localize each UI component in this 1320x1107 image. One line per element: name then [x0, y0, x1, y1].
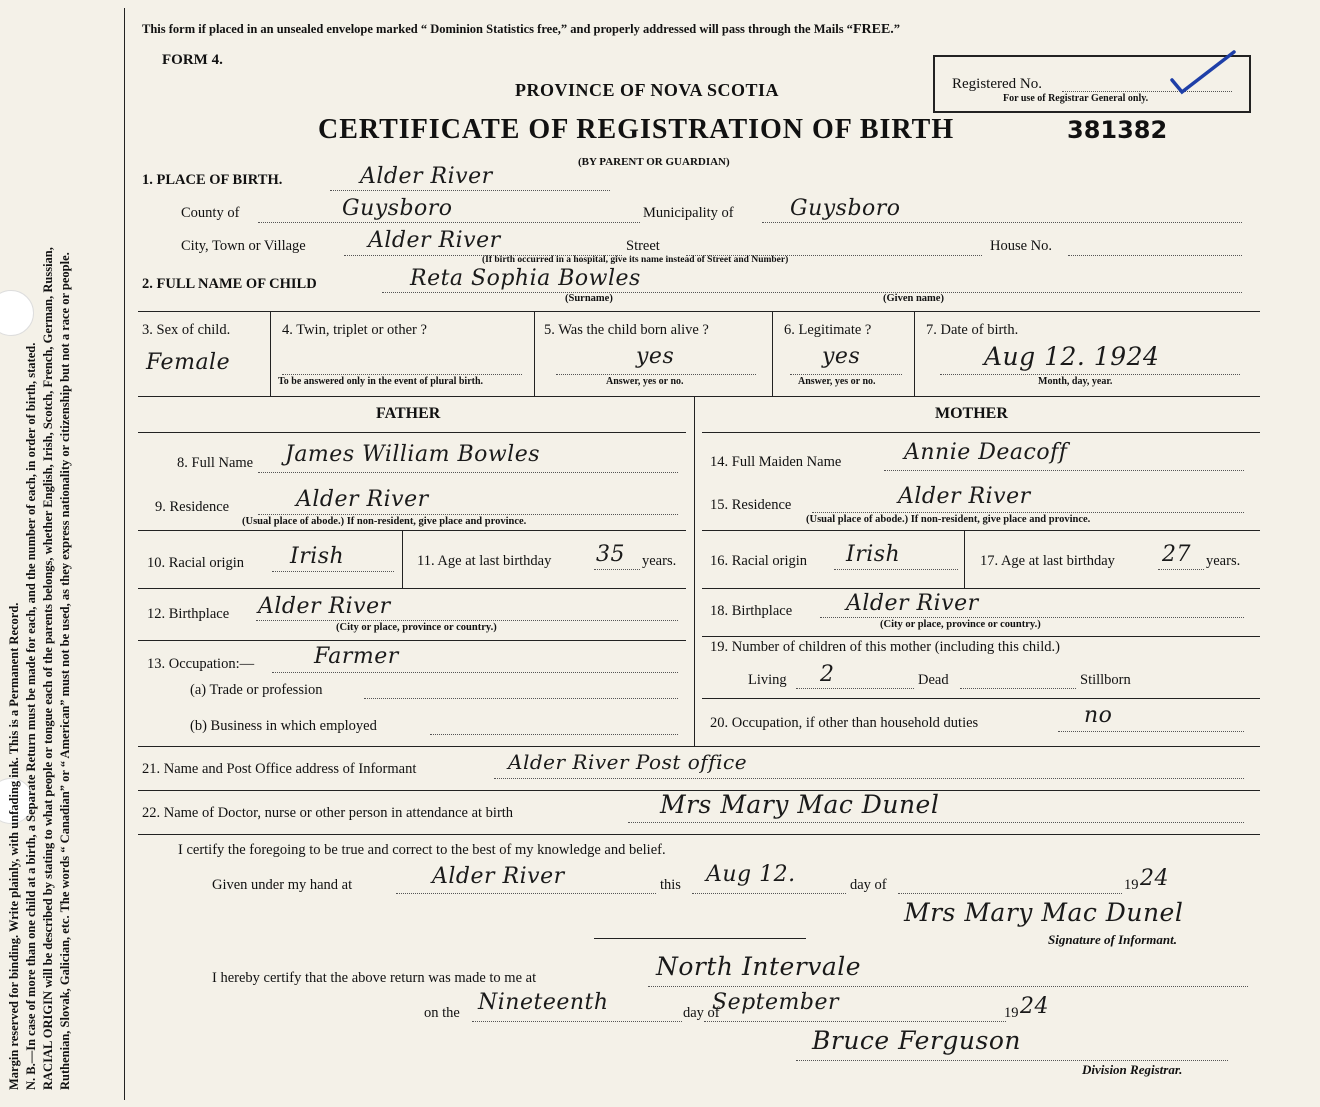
- sex-label: 3. Sex of child.: [142, 322, 231, 338]
- rule: [402, 530, 403, 588]
- dead-line: [960, 688, 1076, 689]
- twin-line: [282, 374, 522, 375]
- mail-notice-free: FREE.: [852, 22, 894, 37]
- twin-label: 4. Twin, triplet or other ?: [282, 322, 427, 338]
- father-age-line: [594, 569, 640, 570]
- county-value: Guysboro: [342, 196, 453, 221]
- this-line: [692, 893, 846, 894]
- mother-birthplace-note: (City or place, province or country.): [880, 619, 1041, 630]
- street-label: Street: [626, 238, 660, 254]
- mother-children-label: 19. Number of children of this mother (including this child.): [710, 639, 1060, 655]
- rule: [138, 396, 1260, 397]
- father-residence-label: 9. Residence: [155, 499, 230, 515]
- mother-age-unit: years.: [1206, 553, 1241, 569]
- born-alive-note: Answer, yes or no.: [606, 376, 684, 387]
- father-business-label: (b) Business in which employed: [190, 718, 377, 734]
- legitimate-value: yes: [822, 344, 861, 369]
- mother-age-value: 27: [1162, 542, 1191, 567]
- father-racial-line: [272, 571, 394, 572]
- side-note: Margin reserved for binding. Write plainly, with unfading ink. This is a Permanent Record.: [7, 602, 21, 1090]
- born-alive-value: yes: [636, 344, 675, 369]
- registrar-title: Division Registrar.: [1082, 1062, 1183, 1077]
- born-alive-label: 5. Was the child born alive ?: [544, 322, 709, 338]
- registrar-year-prefix: 19: [1004, 1005, 1019, 1021]
- province-heading: PROVINCE OF NOVA SCOTIA: [515, 80, 780, 100]
- rule: [138, 311, 1260, 312]
- rule: [138, 640, 686, 641]
- rule: [138, 530, 686, 531]
- registrar-month-line: [704, 1021, 1006, 1022]
- rule: [138, 588, 686, 589]
- margin-rule: [124, 8, 125, 1100]
- father-birthplace-line: [256, 620, 678, 621]
- child-name-label: 2. FULL NAME OF CHILD: [142, 276, 317, 292]
- year-prefix: 19: [1124, 877, 1139, 893]
- father-residence-note: (Usual place of abode.) If non-resident, give place and province.: [242, 516, 527, 527]
- municipality-value: Guysboro: [790, 196, 901, 221]
- informant-value: Alder River Post office: [508, 750, 748, 774]
- mother-occupation-label: 20. Occupation, if other than household duties: [710, 715, 979, 731]
- rule: [138, 834, 1260, 835]
- rule: [534, 311, 535, 396]
- registered-no-note: For use of Registrar General only.: [1003, 93, 1149, 104]
- mail-notice-text: This form if placed in an unsealed envelope marked “ Dominion Statistics free,” and properly addressed will pass through the Mails “: [142, 22, 853, 36]
- mother-age-label: 17. Age at last birthday: [980, 553, 1115, 569]
- registrar-day-of-label: day of: [683, 1005, 720, 1021]
- rule: [964, 530, 965, 588]
- mother-residence-value: Alder River: [898, 484, 1031, 509]
- given-at-label: Given under my hand at: [212, 877, 353, 893]
- mother-name-label: 14. Full Maiden Name: [710, 454, 842, 470]
- county-label: County of: [181, 205, 240, 221]
- doctor-line: [628, 822, 1244, 823]
- informant-signature: Mrs Mary Mac Dunel: [904, 898, 1184, 927]
- rule: [702, 432, 1260, 433]
- father-trade-line: [364, 698, 678, 699]
- side-note: N. B.—In case of more than one child at a birth, a Separate Return must be made for each, and the number of each, in order of birth, stated.: [24, 342, 38, 1090]
- side-note: Ruthenian, Slovak, Galician, etc. The words “ Canadian” or “ American” must not be used, as they express nationality or citizenship but not a race or people.: [58, 252, 72, 1090]
- rule: [138, 432, 686, 433]
- mother-age-line: [1158, 569, 1204, 570]
- subtitle: (BY PARENT OR GUARDIAN): [578, 156, 730, 168]
- living-label: Living: [748, 672, 787, 688]
- side-note: RACIAL ORIGIN will be described by stating to what people or tongue each of the parents belongs, whether English, Irish, Scotch, French, German, Russian,: [41, 247, 55, 1090]
- dob-note: Month, day, year.: [1038, 376, 1113, 387]
- house-no-label: House No.: [990, 238, 1053, 254]
- registrar-year-suffix: 24: [1020, 994, 1049, 1019]
- city-label: City, Town or Village: [181, 238, 306, 254]
- place-of-birth-label: 1. PLACE OF BIRTH.: [142, 172, 283, 188]
- mother-occupation-value: no: [1084, 703, 1113, 728]
- place-of-birth-value: Alder River: [360, 164, 493, 189]
- certification-statement: I certify the foregoing to be true and correct to the best of my knowledge and belief.: [178, 842, 666, 858]
- father-birthplace-label: 12. Birthplace: [147, 606, 230, 622]
- check-mark-icon: [1168, 48, 1238, 98]
- hospital-note: (If birth occurred in a hospital, give its name instead of Street and Number): [482, 255, 789, 265]
- dead-label: Dead: [918, 672, 949, 688]
- rule: [594, 938, 806, 939]
- rule: [702, 530, 1260, 531]
- registered-no-label: Registered No.: [952, 76, 1042, 92]
- father-name-line: [258, 472, 678, 473]
- father-business-line: [430, 734, 678, 735]
- column-divider: [694, 396, 695, 746]
- rule: [138, 746, 1260, 747]
- mother-heading: MOTHER: [935, 405, 1008, 422]
- mother-residence-label: 15. Residence: [710, 497, 792, 513]
- dob-line: [940, 374, 1240, 375]
- born-alive-line: [556, 374, 756, 375]
- legitimate-note: Answer, yes or no.: [798, 376, 876, 387]
- mother-birthplace-line: [820, 617, 1244, 618]
- mother-occupation-line: [1058, 731, 1244, 732]
- rule: [702, 636, 1260, 637]
- given-at-value: Alder River: [432, 864, 565, 889]
- side-notes: [6, 10, 74, 1090]
- rule: [270, 311, 271, 396]
- sex-value: Female: [146, 350, 231, 375]
- registrar-statement: I hereby certify that the above return was made to me at: [212, 970, 537, 986]
- certificate-number: 381382: [1067, 116, 1168, 144]
- father-heading: FATHER: [376, 405, 441, 422]
- father-residence-value: Alder River: [296, 487, 429, 512]
- given-at-line: [396, 893, 656, 894]
- registrar-signature-line: [796, 1060, 1228, 1061]
- legitimate-line: [790, 374, 902, 375]
- form-number: FORM 4.: [162, 52, 223, 68]
- doctor-value: Mrs Mary Mac Dunel: [660, 790, 940, 819]
- municipality-label: Municipality of: [643, 205, 734, 221]
- signature-label: Signature of Informant.: [1048, 932, 1177, 947]
- father-racial-label: 10. Racial origin: [147, 555, 245, 571]
- father-birthplace-value: Alder River: [258, 594, 391, 619]
- mother-racial-value: Irish: [846, 542, 901, 567]
- county-line: [258, 222, 640, 223]
- father-name-label: 8. Full Name: [177, 455, 254, 471]
- rule: [914, 311, 915, 396]
- day-of-line: [898, 893, 1122, 894]
- informant-label: 21. Name and Post Office address of Informant: [142, 761, 417, 777]
- dob-label: 7. Date of birth.: [926, 322, 1019, 338]
- father-birthplace-note: (City or place, province or country.): [336, 622, 497, 633]
- dob-value: Aug 12. 1924: [984, 342, 1160, 371]
- child-name-line: [382, 292, 1242, 293]
- mail-notice: [142, 22, 900, 38]
- mother-residence-line: [812, 512, 1244, 513]
- registrar-place: North Intervale: [656, 952, 862, 981]
- this-label: this: [660, 877, 681, 893]
- stillborn-label: Stillborn: [1080, 672, 1131, 688]
- father-name-value: James William Bowles: [285, 442, 541, 467]
- father-occupation-line: [272, 672, 678, 673]
- living-line: [796, 688, 914, 689]
- rule: [702, 588, 1260, 589]
- registrar-month: September: [712, 990, 840, 1015]
- registrar-day-line: [472, 1021, 682, 1022]
- place-of-birth-line: [330, 190, 610, 191]
- father-residence-line: [258, 514, 678, 515]
- father-racial-value: Irish: [290, 544, 345, 569]
- municipality-line: [762, 222, 1242, 223]
- city-value: Alder River: [368, 228, 501, 253]
- registrar-signature: Bruce Ferguson: [812, 1026, 1021, 1055]
- rule: [702, 698, 1260, 699]
- child-name-value: Reta Sophia Bowles: [410, 266, 641, 291]
- mother-name-value: Annie Deacoff: [904, 440, 1068, 465]
- mother-birthplace-label: 18. Birthplace: [710, 603, 793, 619]
- doctor-label: 22. Name of Doctor, nurse or other person in attendance at birth: [142, 805, 514, 821]
- living-value: 2: [820, 662, 835, 687]
- house-no-line: [1068, 255, 1242, 256]
- informant-line: [494, 778, 1244, 779]
- registrar-day: Nineteenth: [478, 990, 609, 1015]
- mother-birthplace-value: Alder River: [846, 591, 979, 616]
- registrar-place-line: [648, 986, 1248, 987]
- father-trade-label: (a) Trade or profession: [190, 682, 323, 698]
- father-occupation-value: Farmer: [314, 644, 399, 669]
- on-the-label: on the: [424, 1005, 460, 1021]
- mother-racial-line: [834, 569, 958, 570]
- year-suffix: 24: [1140, 866, 1169, 891]
- given-name-note: (Given name): [883, 293, 944, 304]
- legitimate-label: 6. Legitimate ?: [784, 322, 872, 338]
- father-age-label: 11. Age at last birthday: [417, 553, 552, 569]
- mail-notice-end: ”: [893, 22, 901, 36]
- rule: [772, 311, 773, 396]
- father-occupation-label: 13. Occupation:—: [147, 656, 255, 672]
- mother-residence-note: (Usual place of abode.) If non-resident, give place and province.: [806, 514, 1091, 525]
- day-of-label: day of: [850, 877, 887, 893]
- twin-note: To be answered only in the event of plural birth.: [278, 376, 484, 387]
- father-age-unit: years.: [642, 553, 677, 569]
- mother-name-line: [884, 470, 1244, 471]
- father-age-value: 35: [596, 542, 625, 567]
- this-value: Aug 12.: [706, 862, 796, 887]
- mother-racial-label: 16. Racial origin: [710, 553, 808, 569]
- page-title: CERTIFICATE OF REGISTRATION OF BIRTH: [318, 114, 955, 145]
- surname-note: (Surname): [565, 293, 613, 304]
